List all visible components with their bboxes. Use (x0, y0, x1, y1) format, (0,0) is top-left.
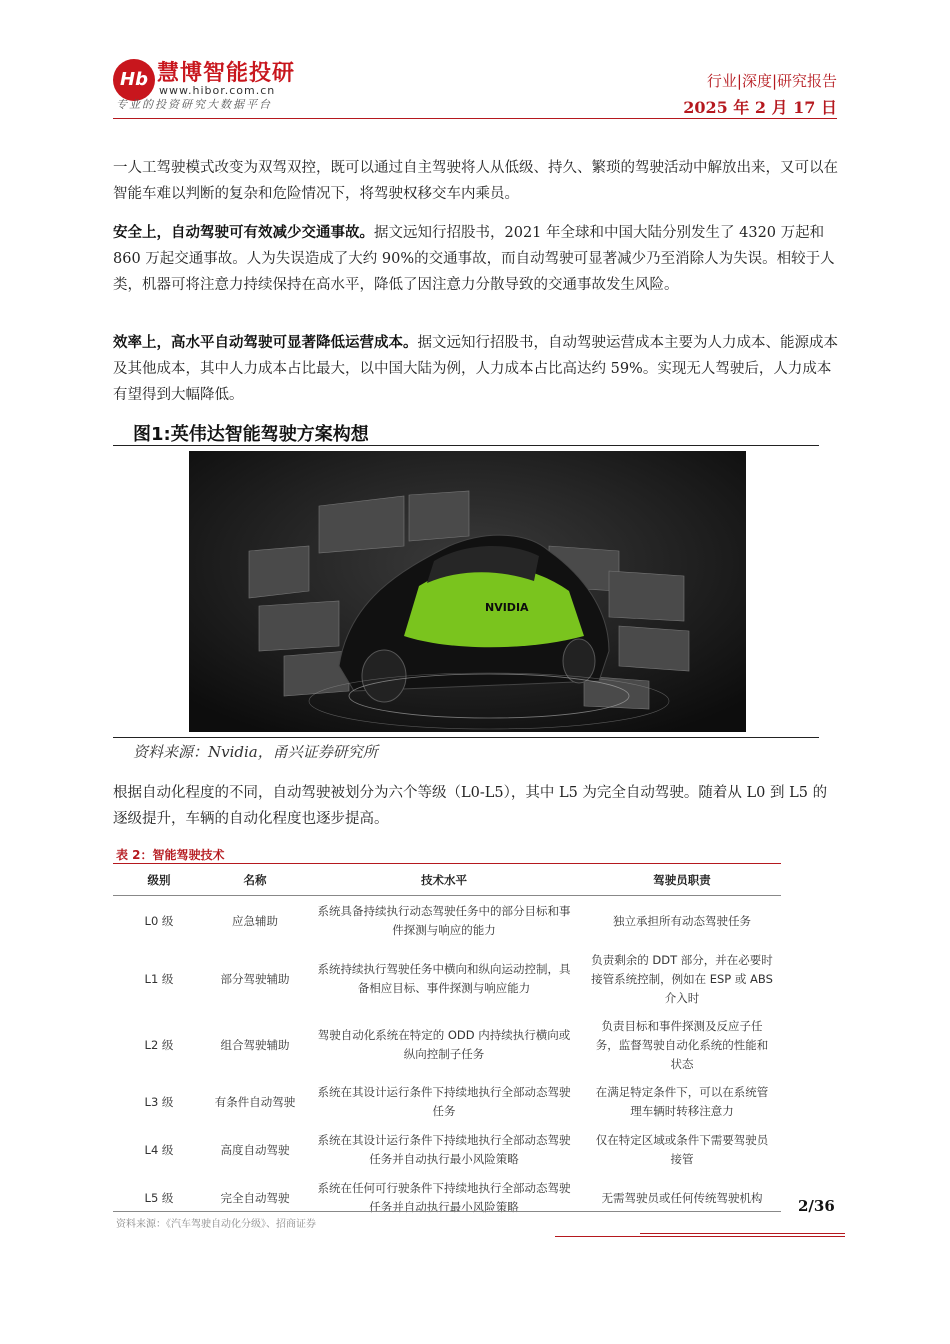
header-divider (113, 118, 837, 119)
paragraph-safety (113, 220, 841, 298)
table-title: 表 2：智能驾驶技术 (116, 848, 225, 862)
paragraph-text: 据文远知行招股书，2021 年全球和中国大陆分别发生了 4320 万起和 860 万起交通事故。人为失误造成了大约 90%的交通事故，而自动驾驶可显著减少乃至消除人为失误。相较于人类，机器可将注意力持续保持在高水平，降低了因注意力分散导致的交通事故发生风险。 (113, 225, 835, 293)
automation-levels-table (113, 865, 781, 1222)
table-cell: 高度自动驾驶 (220, 1143, 290, 1157)
report-date: 2025 年 2 月 17 日 (683, 98, 837, 117)
figure-top-rule (113, 445, 819, 446)
table-cell: 系统持续执行驾驶任务中横向和纵向运动控制，具备相应目标、事件探测与响应能力 (317, 962, 571, 995)
page-number: 2/36 (798, 1197, 835, 1215)
paragraph-lead: 效率上，高水平自动驾驶可显著降低运营成本。 (113, 334, 418, 351)
paragraph-text: 据文远知行招股书，自动驾驶运营成本主要为人力成本、能源成本及其他成本，其中人力成本占比最大，以中国大陆为例，人力成本占比高达约 59%。实现无人驾驶后，人力成本有望得到大幅降低。 (113, 335, 838, 403)
logo-name: 慧博智能投研 (157, 61, 296, 86)
table-bottom-rule (113, 1211, 781, 1212)
logo-url: www.hibor.com.cn (159, 84, 276, 97)
figure-title: 图1:英伟达智能驾驶方案构想 (133, 424, 369, 445)
paragraph-lead: 安全上，自动驾驶可有效减少交通事故。 (113, 224, 374, 241)
table-cell: L5 级 (144, 1191, 174, 1205)
table-header-cell: 驾驶员职责 (653, 872, 711, 887)
table-cell: 有条件自动驾驶 (214, 1095, 296, 1109)
car-illustration (189, 451, 746, 732)
table-cell: L1 级 (144, 972, 174, 986)
report-header-info (683, 70, 837, 118)
figure-source: 资料来源：Nvidia，甬兴证券研究所 (133, 743, 378, 761)
table-cell: 仅在特定区域或条件下需要驾驶员接管 (595, 1133, 769, 1166)
paragraph-levels (113, 780, 841, 832)
paragraph-text: 根据自动化程度的不同，自动驾驶被划分为六个等级（L0-L5），其中 L5 为完全自动驾驶。随着从 L0 到 L5 的逐级提升，车辆的自动化程度也逐步提高。 (113, 785, 828, 827)
table-header-cell: 技术水平 (421, 872, 467, 887)
table-cell: 完全自动驾驶 (220, 1191, 290, 1205)
table-cell: L2 级 (144, 1038, 174, 1052)
table-source: 资料来源：《汽车驾驶自动化分级》、招商证券 (116, 1219, 316, 1230)
figure-bottom-rule (113, 737, 819, 738)
nvidia-autonomous-car-image (189, 451, 746, 732)
table-row (113, 946, 781, 1012)
table-cell: 驾驶自动化系统在特定的 ODD 内持续执行横向或纵向控制子任务 (317, 1028, 571, 1061)
nvidia-label: NVIDIA (485, 601, 529, 614)
paragraph-text: 一人工驾驶模式改变为双驾双控，既可以通过自主驾驶将人从低级、持久、繁琐的驾驶活动中解放出来，又可以在智能车难以判断的复杂和危险情况下，将驾驶权移交车内乘员。 (113, 160, 838, 202)
table-cell: L3 级 (144, 1095, 174, 1109)
footer-rule (640, 1233, 845, 1234)
brand-logo (113, 56, 313, 112)
table-header-cell: 级别 (147, 873, 171, 887)
table-cell: 负责目标和事件探测及反应子任务，监督驾驶自动化系统的性能和状态 (595, 1018, 769, 1071)
table-row (113, 1078, 781, 1126)
table-cell: 系统在其设计运行条件下持续地执行全部动态驾驶任务并自动执行最小风险策略 (317, 1133, 571, 1166)
table-cell: L4 级 (144, 1143, 174, 1157)
table-cell: 在满足特定条件下，可以在系统管理车辆时转移注意力 (595, 1085, 769, 1118)
table-row (113, 1126, 781, 1174)
table-header-cell: 名称 (243, 873, 267, 887)
paragraph-intro (113, 155, 841, 207)
table-cell: 系统在任何可行驶条件下持续地执行全部动态驾驶任务并自动执行最小风险策略 (317, 1181, 571, 1214)
table-row (113, 1012, 781, 1078)
table-cell: 应急辅助 (232, 914, 278, 928)
logo-slogan: 专业的投资研究大数据平台 (116, 98, 272, 111)
table-cell: 无需驾驶员或任何传统驾驶机构 (601, 1190, 763, 1205)
table-cell: 系统在其设计运行条件下持续地执行全部动态驾驶任务 (317, 1085, 571, 1118)
footer-rule (555, 1236, 845, 1237)
report-type: 行业|深度|研究报告 (706, 72, 837, 90)
table-cell: L0 级 (144, 914, 174, 928)
table-cell: 组合驾驶辅助 (220, 1038, 290, 1052)
table-cell: 部分驾驶辅助 (220, 972, 290, 986)
paragraph-efficiency (113, 330, 841, 408)
table-row (113, 896, 781, 946)
table-cell: 独立承担所有动态驾驶任务 (613, 913, 751, 928)
table-cell: 负责剩余的 DDT 部分，并在必要时接管系统控制，例如在 ESP 或 ABS 介入时 (591, 952, 773, 1005)
table-header-row (113, 865, 781, 896)
table-top-rule (113, 863, 781, 864)
logo-mark: Hb (113, 59, 155, 101)
table-cell: 系统具备持续执行动态驾驶任务中的部分目标和事件探测与响应的能力 (317, 904, 571, 937)
